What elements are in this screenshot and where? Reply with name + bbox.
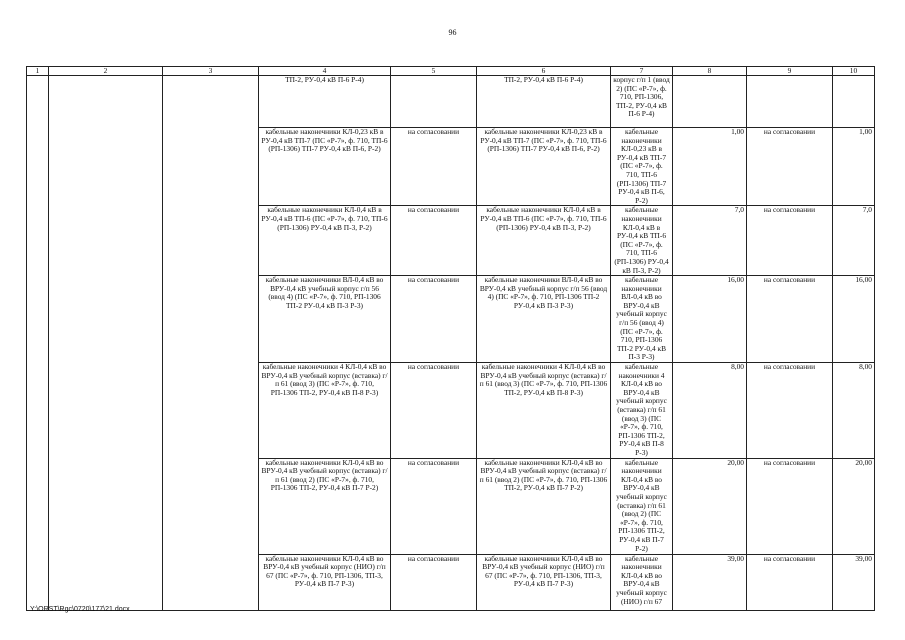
cell-status: на согласовании [391,363,477,459]
cell-description: кабельные наконечники КЛ-0,23 кВ в РУ-0,4 кВ ТП-7 (ПС «Р-7», ф. 710, ТП-6 (РП-1306) ТП-7 РУ-0,4 кВ П-6, Р-2) [611,128,673,206]
column-header: 9 [747,67,833,76]
cell-description: кабельные наконечники 4 КЛ-0,4 кВ во ВРУ-0,4 кВ учебный корпус (вставка) г/п 61 (ввод 3) (ПС «Р-7», ф. 710, РП-1306 ТП-2, РУ-0,4 кВ П-8 Р-3) [477,363,611,459]
document-table [26,66,875,611]
column-header: 2 [49,67,163,76]
cell-quantity: 20,00 [673,458,747,554]
cell-description: кабельные наконечники ВЛ-0,4 кВ во ВРУ-0,4 кВ учебный корпус г/п 56 (ввод 4) (ПС «Р-7», ф. 710, РП-1306 ТП-2 РУ-0,4 кВ П-3 Р-3) [477,276,611,363]
cell-description: кабельные наконечники КЛ-0,4 кВ во ВРУ-0,4 кВ учебный корпус (вставка) г/п 61 (ввод 2) (ПС «Р-7», ф. 710, РП-1306 ТП-2, РУ-0,4 кВ П-7 Р-2) [259,458,391,554]
cell-quantity: 39,00 [673,554,747,610]
column-header: 4 [259,67,391,76]
cell-quantity: 20,00 [833,458,875,554]
cell-quantity: 39,00 [833,554,875,610]
column-header: 8 [673,67,747,76]
cell-quantity [833,76,875,128]
column-header: 3 [163,67,259,76]
cell-status: на согласовании [391,206,477,276]
cell-description: кабельные наконечники КЛ-0,23 кВ в РУ-0,4 кВ ТП-7 (ПС «Р-7», ф. 710, ТП-6 (РП-1306) ТП-7 РУ-0,4 кВ П-6, Р-2) [477,128,611,206]
cell-description: кабельные наконечники КЛ-0,4 кВ в РУ-0,4 кВ ТП-6 (ПС «Р-7», ф. 710, ТП-6 (РП-1306) РУ-0,4 кВ П-3, Р-2) [259,206,391,276]
cell-quantity [673,76,747,128]
cell-quantity: 1,00 [673,128,747,206]
cell-status: на согласовании [391,128,477,206]
cell-description: кабельные наконечники КЛ-0,4 кВ во ВРУ-0,4 кВ учебный корпус (НИО) г/п 67 (ПС «Р-7», ф. 710, РП-1306, ТП-3, РУ-0,4 кВ П-7 Р-3) [259,554,391,610]
cell-col3 [163,76,259,611]
cell-quantity: 8,00 [673,363,747,459]
cell-col1 [27,76,49,611]
table-row [27,76,875,128]
cell-description: кабельные наконечники 4 КЛ-0,4 кВ во ВРУ-0,4 кВ учебный корпус (вставка) г/п 61 (ввод 3) (ПС «Р-7», ф. 710, РП-1306 ТП-2, РУ-0,4 кВ П-8 Р-3) [611,363,673,459]
cell-status: на согласовании [747,554,833,610]
cell-description: кабельные наконечники КЛ-0,4 кВ во ВРУ-0,4 кВ учебный корпус (вставка) г/п 61 (ввод 2) (ПС «Р-7», ф. 710, РП-1306 ТП-2, РУ-0,4 кВ П-7 Р-2) [477,458,611,554]
column-header: 1 [27,67,49,76]
cell-status: на согласовании [747,128,833,206]
cell-status: на согласовании [747,206,833,276]
column-header: 7 [611,67,673,76]
cell-description: кабельные наконечники ВЛ-0,4 кВ во ВРУ-0,4 кВ учебный корпус г/п 56 (ввод 4) (ПС «Р-7», ф. 710, РП-1306 ТП-2 РУ-0,4 кВ П-3 Р-3) [611,276,673,363]
cell-quantity: 7,0 [673,206,747,276]
cell-status: на согласовании [391,276,477,363]
document-file-path: Y:\ORST\Rgc\0720\177\21.docx [30,606,130,613]
cell-description: кабельные наконечники КЛ-0,4 кВ во ВРУ-0,4 кВ учебный корпус (НИО) г/п 67 (ПС «Р-7», ф. 710, РП-1306, ТП-3, РУ-0,4 кВ П-7 Р-3) [477,554,611,610]
cell-description: ТП-2, РУ-0,4 кВ П-6 Р-4) [477,76,611,128]
cell-quantity: 7,0 [833,206,875,276]
cell-description: кабельные наконечники КЛ-0,4 кВ во ВРУ-0,4 кВ учебный корпус (НИО) г/п 67 [611,554,673,610]
cell-description: кабельные наконечники 4 КЛ-0,4 кВ во ВРУ-0,4 кВ учебный корпус (вставка) г/п 61 (ввод 3) (ПС «Р-7», ф. 710, РП-1306 ТП-2, РУ-0,4 кВ П-8 Р-3) [259,363,391,459]
header-row [27,67,875,76]
column-header: 10 [833,67,875,76]
cell-description: ТП-2, РУ-0,4 кВ П-6 Р-4) [259,76,391,128]
cell-description: кабельные наконечники КЛ-0,4 кВ во ВРУ-0,4 кВ учебный корпус (вставка) г/п 61 (ввод 2) (ПС «Р-7», ф. 710, РП-1306 ТП-2, РУ-0,4 кВ П-7 Р-2) [611,458,673,554]
cell-description: кабельные наконечники ВЛ-0,4 кВ во ВРУ-0,4 кВ учебный корпус г/п 56 (ввод 4) (ПС «Р-7», ф. 710, РП-1306 ТП-2 РУ-0,4 кВ П-3 Р-3) [259,276,391,363]
cell-quantity: 16,00 [833,276,875,363]
column-header: 5 [391,67,477,76]
cell-status [747,76,833,128]
page-number: 96 [448,28,457,37]
cell-quantity: 16,00 [673,276,747,363]
cell-description: кабельные наконечники КЛ-0,4 кВ в РУ-0,4 кВ ТП-6 (ПС «Р-7», ф. 710, ТП-6 (РП-1306) РУ-0,4 кВ П-3, Р-2) [611,206,673,276]
cell-description: кабельные наконечники КЛ-0,4 кВ в РУ-0,4 кВ ТП-6 (ПС «Р-7», ф. 710, ТП-6 (РП-1306) РУ-0,4 кВ П-3, Р-2) [477,206,611,276]
cell-status: на согласовании [747,276,833,363]
cell-quantity: 8,00 [833,363,875,459]
cell-status [391,76,477,128]
cell-col2 [49,76,163,611]
cell-description: кабельные наконечники КЛ-0,23 кВ в РУ-0,4 кВ ТП-7 (ПС «Р-7», ф. 710, ТП-6 (РП-1306) ТП-7 РУ-0,4 кВ П-6, Р-2) [259,128,391,206]
cell-status: на согласовании [747,458,833,554]
cell-status: на согласовании [391,554,477,610]
cell-status: на согласовании [747,363,833,459]
cell-quantity: 1,00 [833,128,875,206]
cell-status: на согласовании [391,458,477,554]
column-header: 6 [477,67,611,76]
cell-description: корпус г/п 1 (ввод 2) (ПС «Р-7», ф. 710, РП-1306, ТП-2, РУ-0,4 кВ П-6 Р-4) [611,76,673,128]
